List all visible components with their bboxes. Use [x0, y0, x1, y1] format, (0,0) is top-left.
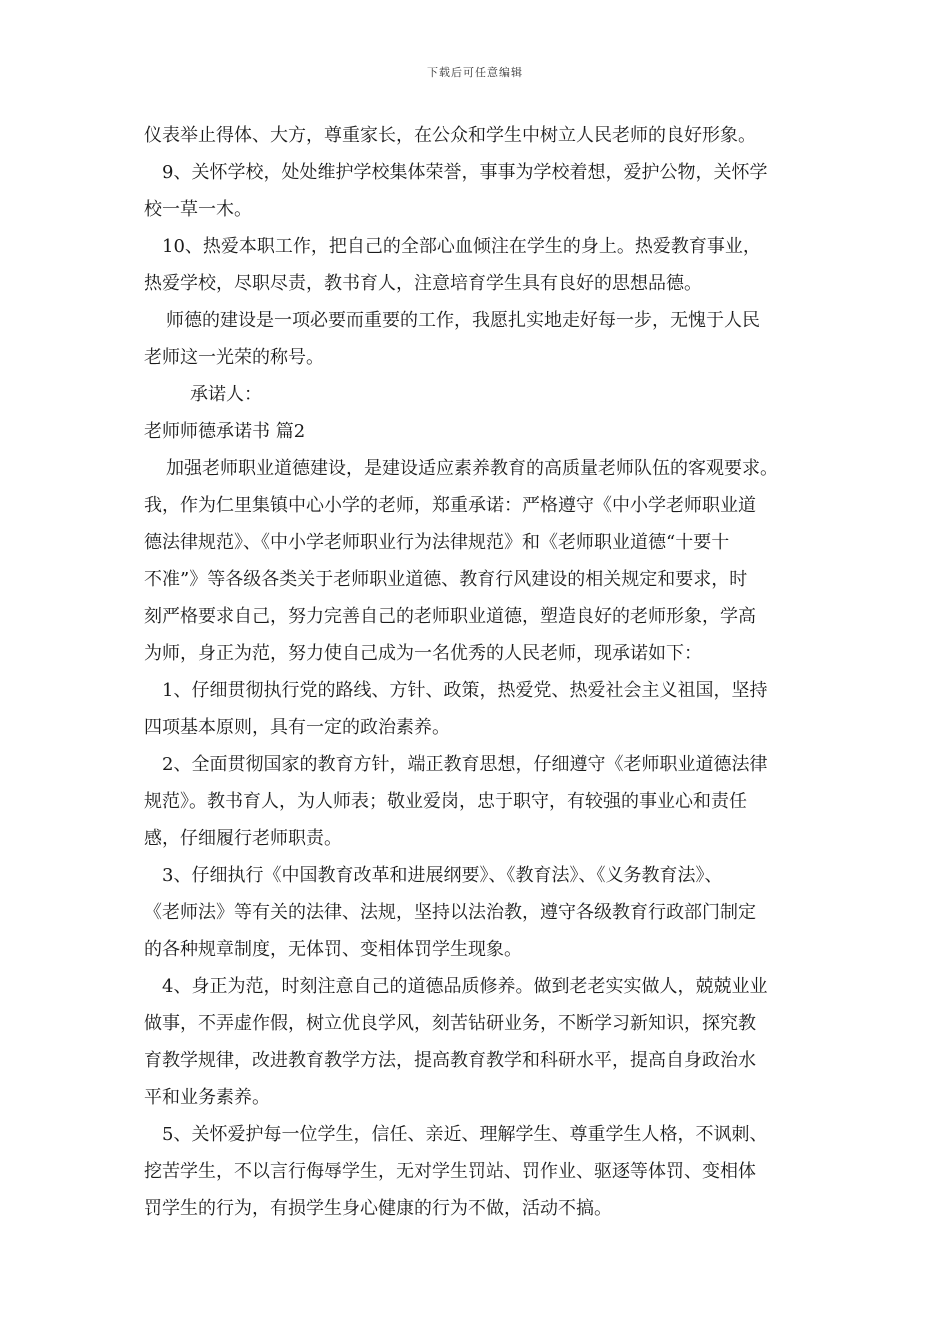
page-header: 下载后可任意编辑	[427, 66, 523, 79]
signer-label: 承诺人：	[190, 384, 262, 405]
paragraph-line: 师德的建设是一项必要而重要的工作，我愿扎实地走好每一步，无愧于人民	[166, 310, 760, 331]
paragraph-line: 加强老师职业道德建设，是建设适应素养教育的高质量老师队伍的客观要求。	[166, 458, 778, 479]
paragraph-line: 平和业务素养。	[144, 1087, 270, 1108]
paragraph-line: 不准”》等各级各类关于老师职业道德、教育行风建设的相关规定和要求，时	[144, 569, 748, 590]
paragraph-line: 热爱学校，尽职尽责，教书育人，注意培育学生具有良好的思想品德。	[144, 273, 702, 294]
document-body	[144, 117, 824, 1227]
paragraph-line: 老师这一光荣的称号。	[144, 347, 324, 368]
paragraph-line: 仪表举止得体、大方，尊重家长，在公众和学生中树立人民老师的良好形象。	[144, 125, 756, 146]
paragraph-line: 5、关怀爱护每一位学生，信任、亲近、理解学生、尊重学生人格，不讽刺、	[162, 1124, 768, 1145]
paragraph-line: 罚学生的行为，有损学生身心健康的行为不做，活动不搞。	[144, 1198, 612, 1219]
paragraph-line: 1、仔细贯彻执行党的路线、方针、政策，热爱党、热爱社会主义祖国，坚持	[162, 680, 768, 701]
paragraph-line: 3、仔细执行《中国教育改革和进展纲要》、《教育法》、《义务教育法》、	[162, 865, 723, 886]
paragraph-line: 德法律规范》、《中小学老师职业行为法律规范》和《老师职业道德“十要十	[144, 532, 730, 553]
section-title: 老师师德承诺书 篇2	[144, 421, 306, 442]
paragraph-line: 挖苦学生，不以言行侮辱学生，无对学生罚站、罚作业、驱逐等体罚、变相体	[144, 1161, 756, 1182]
paragraph-line: 感，仔细履行老师职责。	[144, 828, 342, 849]
paragraph-line: 9、关怀学校，处处维护学校集体荣誉，事事为学校着想，爱护公物，关怀学	[162, 162, 768, 183]
paragraph-line: 的各种规章制度，无体罚、变相体罚学生现象。	[144, 939, 522, 960]
paragraph-line: 10、热爱本职工作，把自己的全部心血倾注在学生的身上。热爱教育事业，	[162, 236, 761, 257]
paragraph-line: 做事，不弄虚作假，树立优良学风，刻苦钻研业务，不断学习新知识，探究教	[144, 1013, 756, 1034]
paragraph-line: 为师，身正为范，努力使自己成为一名优秀的人民老师，现承诺如下：	[144, 643, 702, 664]
paragraph-line: 校一草一木。	[144, 199, 252, 220]
paragraph-line: 刻严格要求自己，努力完善自己的老师职业道德，塑造良好的老师形象，学高	[144, 606, 756, 627]
paragraph-line: 《老师法》等有关的法律、法规，坚持以法治教，遵守各级教育行政部门制定	[144, 902, 756, 923]
paragraph-line: 育教学规律，改进教育教学方法，提高教育教学和科研水平，提高自身政治水	[144, 1050, 756, 1071]
paragraph-line: 4、身正为范，时刻注意自己的道德品质修养。做到老老实实做人，兢兢业业	[162, 976, 768, 997]
paragraph-line: 规范》。教书育人，为人师表；敬业爱岗，忠于职守，有较强的事业心和责任	[144, 791, 747, 812]
paragraph-line: 2、全面贯彻国家的教育方针，端正教育思想，仔细遵守《老师职业道德法律	[162, 754, 768, 775]
paragraph-line: 我，作为仁里集镇中心小学的老师，郑重承诺：严格遵守《中小学老师职业道	[144, 495, 756, 516]
paragraph-line: 四项基本原则，具有一定的政治素养。	[144, 717, 450, 738]
